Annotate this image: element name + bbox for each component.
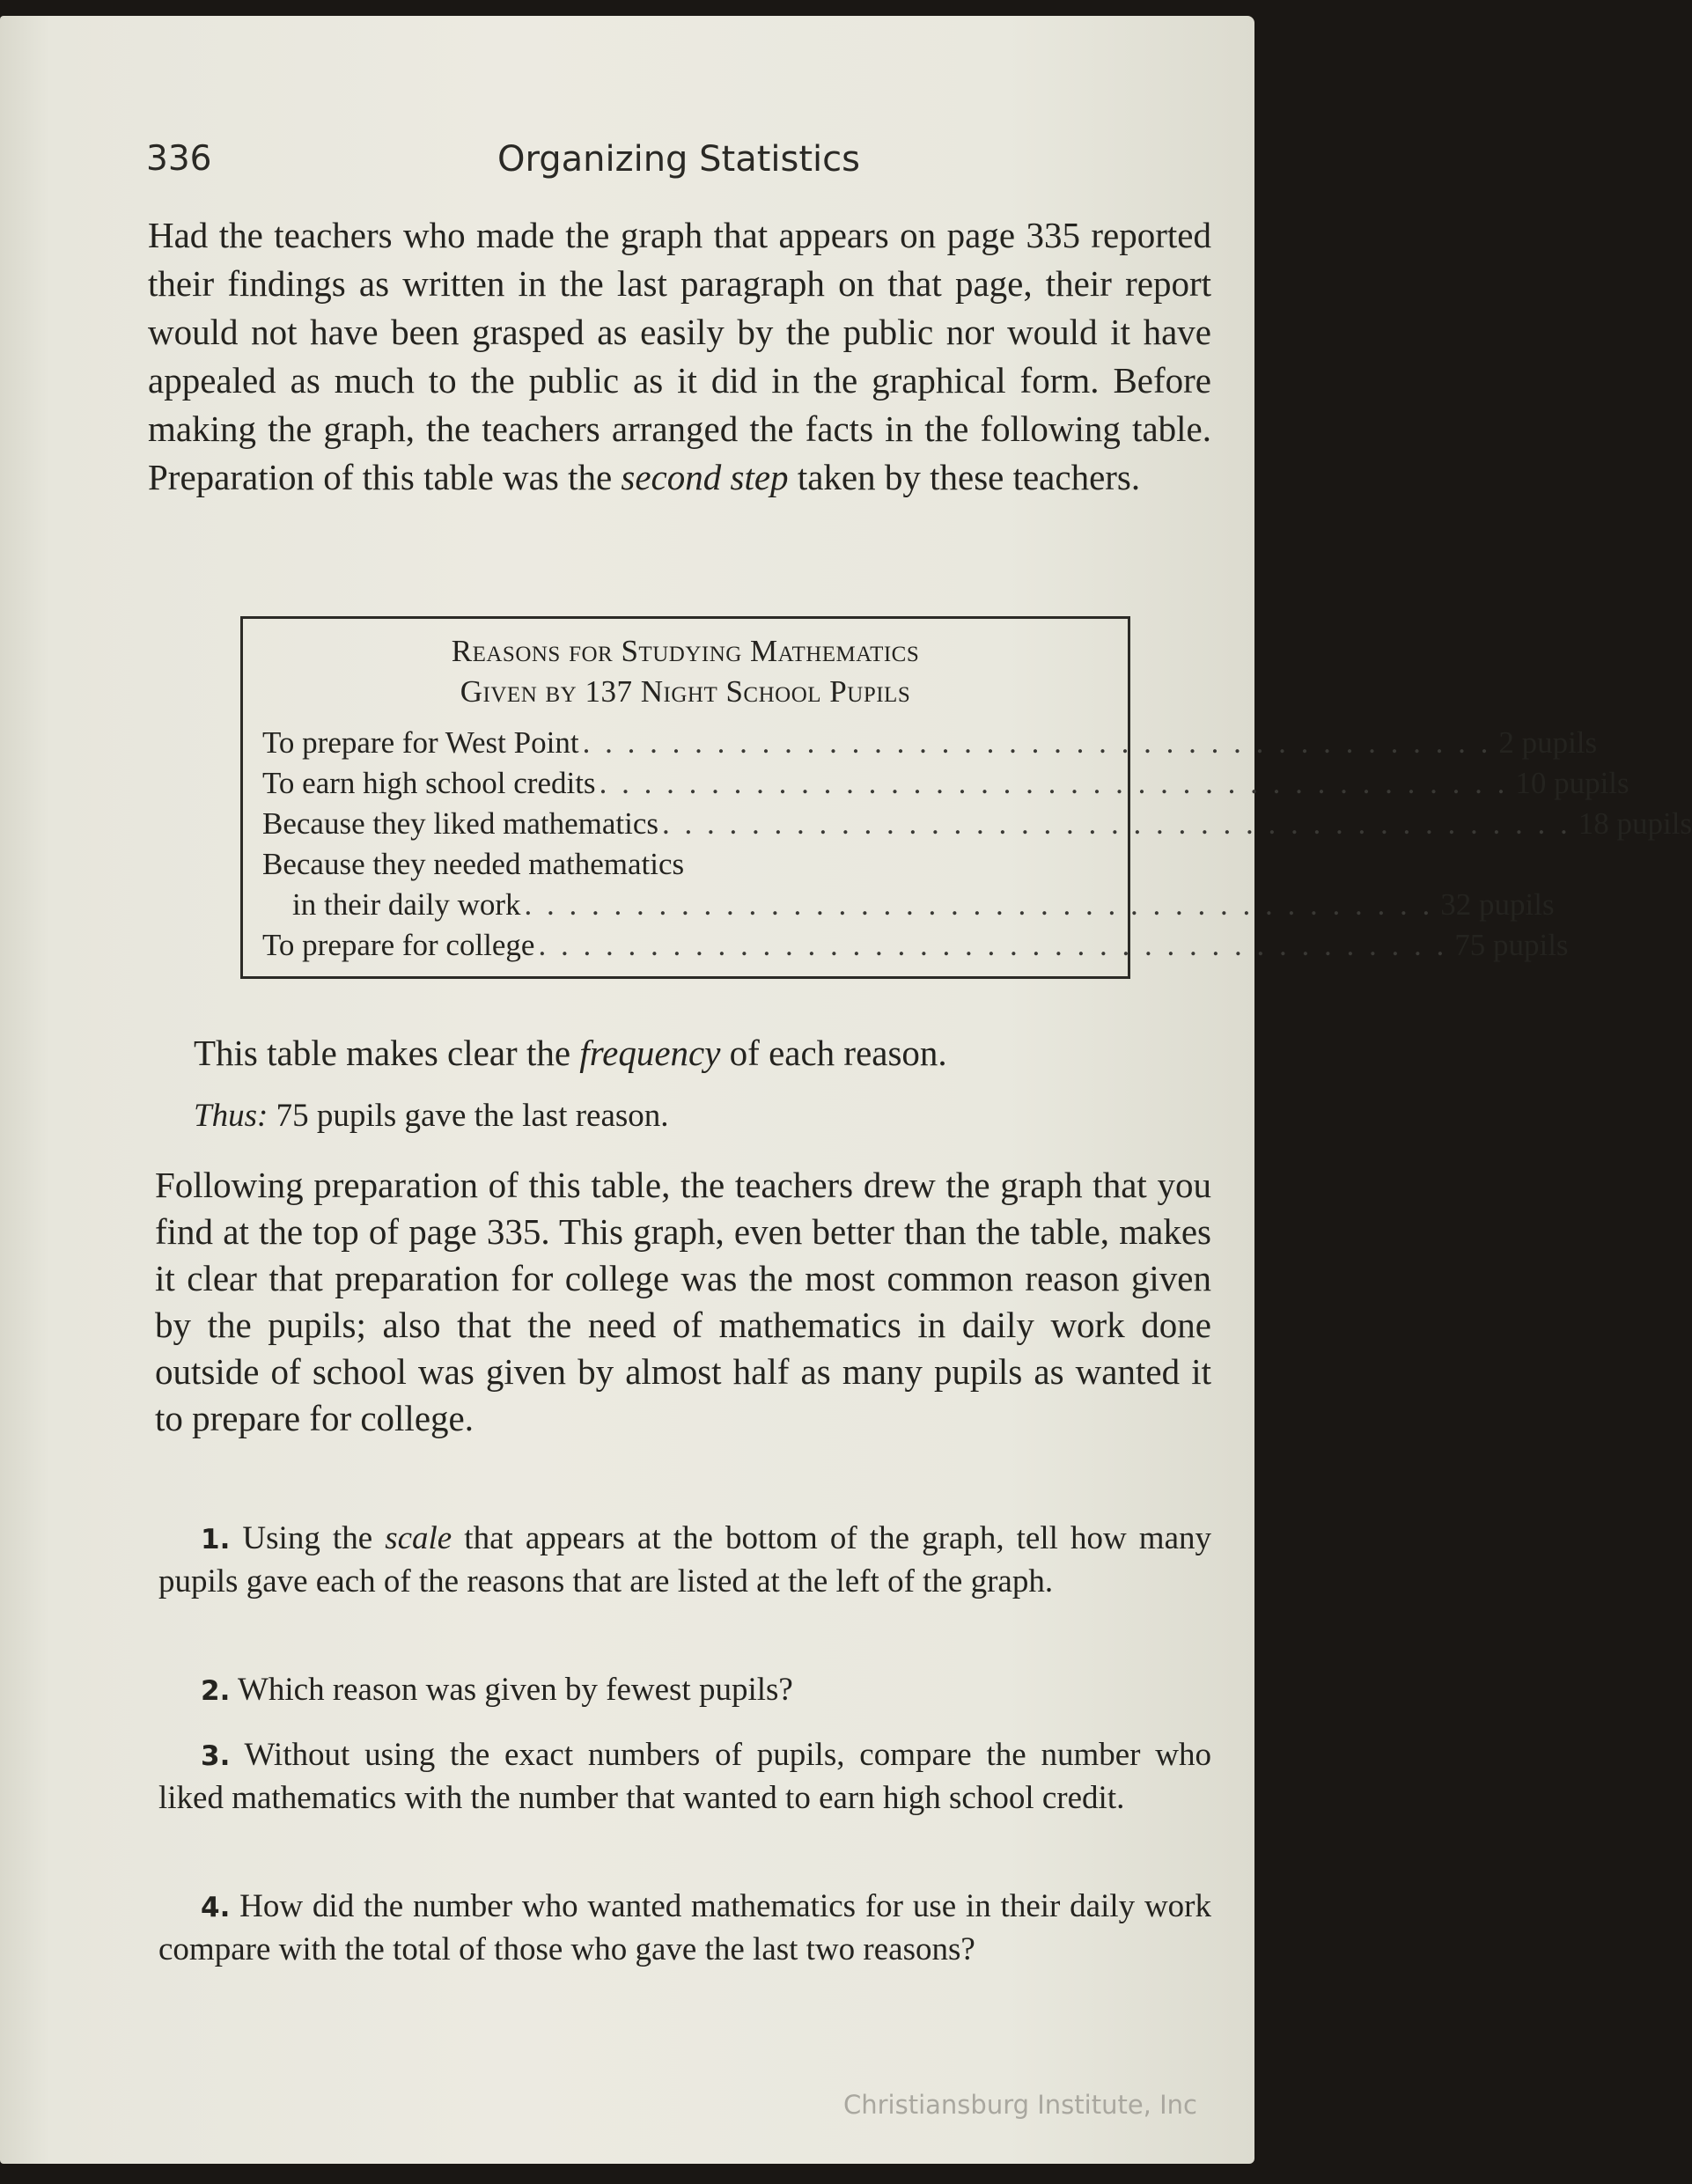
question-1: [158, 1518, 1211, 1603]
intro-text-b: taken by these teachers.: [788, 457, 1141, 497]
question-number: 4.: [201, 1892, 231, 1923]
question-text: Without using the exact numbers of pupils, compare the number who liked mathematics with the number that wanted to earn high school credit.: [158, 1737, 1211, 1816]
question-text: How did the number who wanted mathematics for use in their daily work compare with the total of those who gave the last two reasons?: [158, 1888, 1211, 1967]
question-emphasis: scale: [385, 1520, 452, 1556]
example-lead: Thus:: [194, 1098, 269, 1134]
watermark: Christiansburg Institute, Inc: [843, 2090, 1197, 2120]
row-label: To prepare for West Point: [262, 725, 579, 760]
frequency-text-a: This table makes clear the: [194, 1033, 580, 1073]
row-label: To earn high school credits: [262, 766, 596, 800]
example-paragraph: [194, 1095, 1162, 1137]
table-title-line-2: Given by 137 Night School Pupils: [460, 674, 911, 709]
frequency-paragraph: [194, 1030, 1162, 1076]
dot-leader: . . . . . . . . . . . . . . . . . . . . . . . . . . . . . . . . . . . . . . . . .: [599, 766, 1509, 800]
table-row: [262, 925, 1569, 966]
dot-leader: . . . . . . . . . . . . . . . . . . . . . . . . . . . . . . . . . . . . . . . . .: [524, 887, 1434, 922]
book-page: [0, 16, 1692, 2164]
question-2: [158, 1669, 1211, 1712]
table-row: [262, 763, 1629, 804]
question-number: 2.: [201, 1675, 231, 1707]
intro-emphasis: second step: [621, 457, 789, 497]
row-value: 10 pupils: [1515, 766, 1629, 800]
question-4: [158, 1886, 1211, 1971]
frequency-emphasis: frequency: [579, 1033, 721, 1073]
dot-leader: . . . . . . . . . . . . . . . . . . . . . . . . . . . . . . . . . . . . . . . . .: [582, 725, 1492, 760]
row-label-line-2: in their daily work: [292, 887, 521, 922]
table-rows: [243, 723, 1692, 966]
dot-leader: . . . . . . . . . . . . . . . . . . . . . . . . . . . . . . . . . . . . . . . . .: [538, 928, 1448, 962]
table-row: [262, 723, 1598, 763]
question-text-a: Using the: [230, 1520, 386, 1556]
question-3: [158, 1734, 1211, 1820]
row-value: 18 pupils: [1578, 806, 1692, 841]
row-value: 75 pupils: [1454, 928, 1569, 962]
chapter-title: Organizing Statistics: [497, 139, 860, 180]
question-text: Which reason was given by fewest pupils?: [230, 1672, 793, 1708]
table-row: [262, 844, 1110, 885]
frequency-text-b: of each reason.: [720, 1033, 947, 1073]
dot-leader: . . . . . . . . . . . . . . . . . . . . . . . . . . . . . . . . . . . . . . . . .: [661, 806, 1571, 841]
reasons-table: [240, 616, 1692, 979]
question-text-b: that appears at the bottom of the graph, tell how many pupils gave each of the reasons that are listed at the left of the graph.: [158, 1520, 1211, 1599]
intro-paragraph: [148, 211, 1211, 502]
row-label: To prepare for college: [262, 928, 535, 962]
row-value: 2 pupils: [1498, 725, 1598, 760]
question-number: 1.: [201, 1524, 231, 1555]
example-text: 75 pupils gave the last reason.: [268, 1098, 669, 1134]
question-number: 3.: [201, 1740, 231, 1772]
row-label: Because they needed mathematics: [262, 847, 685, 881]
table-row-continuation: [262, 885, 1555, 925]
page-number: 336: [146, 139, 212, 179]
graph-paragraph: Following preparation of this table, the teachers drew the graph that you find at the top of page 335. This graph, even better than the table, makes it clear that preparation for college was the most common reason given by the pupils; also that the need of mathematics in daily work done outside of school was given by almost half as many pupils as wanted it to prepare for college.: [155, 1165, 1211, 1438]
running-head: [146, 139, 1211, 192]
row-value: 32 pupils: [1440, 887, 1555, 922]
intro-text-a: Had the teachers who made the graph that appears on page 335 reported their findings as written in the last paragraph on that page, their report would not have been grasped as easily by the public nor would it have appealed as much to the public as it did in the graphical form. Before making the graph, the teachers arranged the facts in the following table. Preparation of this table was the: [148, 215, 1211, 497]
table-title-line-1: Reasons for Studying Mathematics: [451, 634, 920, 668]
row-label: Because they liked mathematics: [262, 806, 658, 841]
table-row: [262, 804, 1692, 844]
